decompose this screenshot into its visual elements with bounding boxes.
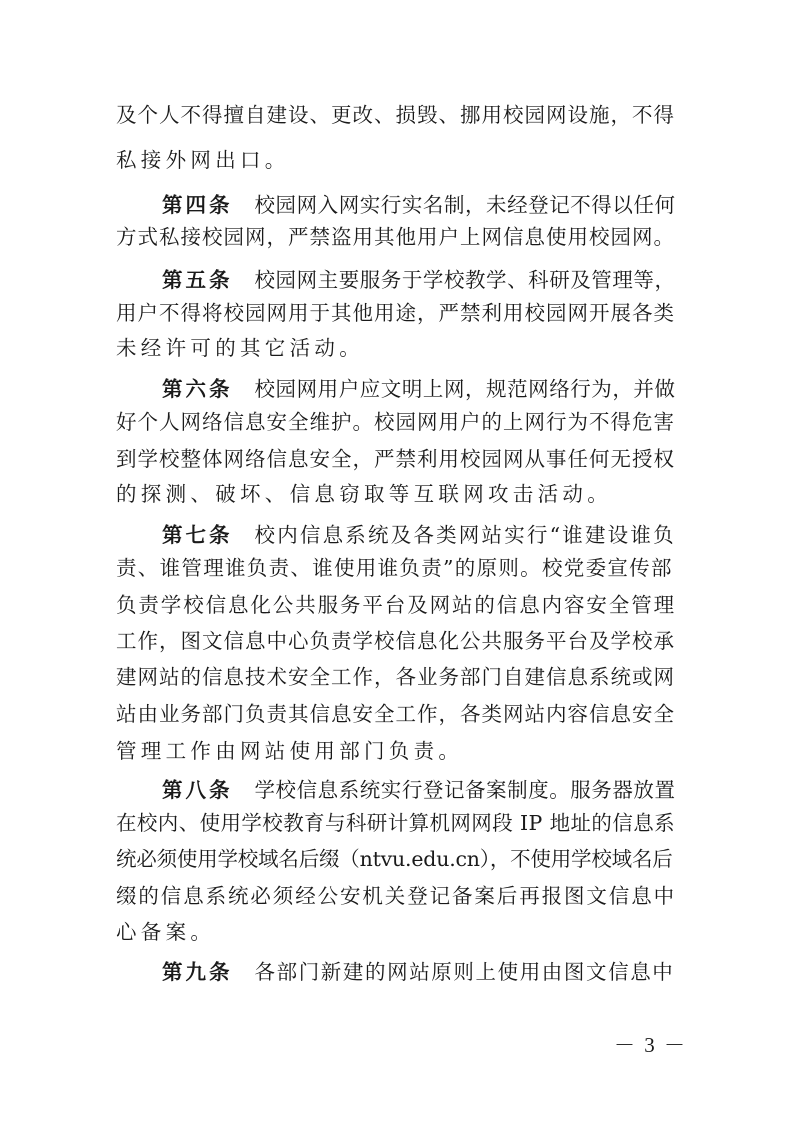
line-text: 建网站的信息技术安全工作，各业务部门自建信息系统或网 bbox=[116, 665, 675, 689]
article-label: 第七条 bbox=[162, 523, 233, 547]
line-text: 用户不得将校园网用于其他用途，严禁利用校园网开展各类 bbox=[116, 301, 675, 325]
text-line bbox=[116, 879, 676, 913]
line-text: 的探测、破坏、信息窃取等互联网攻击活动。 bbox=[116, 482, 612, 506]
line-text: 校园网入网实行实名制，未经登记不得以任何 bbox=[254, 193, 676, 217]
text-line bbox=[116, 915, 215, 949]
line-text: 各部门新建的网站原则上使用由图文信息中 bbox=[254, 960, 675, 984]
article-7-first-line bbox=[162, 518, 676, 552]
article-5-first-line bbox=[162, 263, 676, 297]
text-line bbox=[116, 806, 675, 840]
line-text: 站由业务部门负责其信息安全工作，各类网站内容信息安全 bbox=[116, 702, 675, 726]
line-text: 未经许可的其它活动。 bbox=[116, 336, 364, 360]
text-line bbox=[116, 842, 673, 876]
line-text: 到学校整体网络信息安全，严禁利用校园网从事任何无授权 bbox=[116, 447, 675, 471]
line-text: 工作，图文信息中心负责学校信息化公共服务平台及学校承 bbox=[116, 629, 675, 653]
article-label: 第四条 bbox=[162, 193, 233, 217]
line-text: 缀的信息系统必须经公安机关登记备案后再报图文信息中 bbox=[116, 884, 676, 908]
line-text: 责、谁管理谁负责、谁使用谁负责”的原则。校党委宣传部 bbox=[116, 556, 673, 580]
article-label: 第五条 bbox=[162, 268, 233, 292]
text-line bbox=[116, 296, 675, 330]
line-text: 负责学校信息化公共服务平台及网站的信息内容安全管理 bbox=[116, 593, 676, 617]
text-line bbox=[116, 442, 675, 476]
line-text: 方式私接校园网，严禁盗用其他用户上网信息使用校园网。 bbox=[116, 225, 675, 249]
line-text: 统必须使用学校域名后缀（ntvu.edu.cn），不使用学校域名后 bbox=[116, 847, 673, 871]
article-label: 第八条 bbox=[162, 778, 233, 802]
page-number: － 3 － bbox=[614, 1033, 687, 1057]
article-9-first-line bbox=[162, 955, 674, 989]
line-text: 私接外网出口。 bbox=[116, 148, 290, 172]
line-text: 学校信息系统实行登记备案制度。服务器放置 bbox=[254, 778, 676, 802]
article-6-first-line bbox=[162, 372, 676, 406]
text-line bbox=[116, 551, 673, 585]
text-line bbox=[116, 697, 675, 731]
line-text: 好个人网络信息安全维护。校园网用户的上网行为不得危害 bbox=[116, 410, 675, 434]
text-line bbox=[116, 624, 675, 658]
line-text: 校园网用户应文明上网，规范网络行为，并做 bbox=[254, 377, 676, 401]
line-text: 校园网主要服务于学校教学、科研及管理等， bbox=[254, 268, 676, 292]
text-line bbox=[116, 405, 675, 439]
article-8-first-line bbox=[162, 773, 676, 807]
article-label: 第九条 bbox=[162, 960, 233, 984]
line-text: 校内信息系统及各类网站实行“谁建设谁负 bbox=[254, 523, 676, 547]
text-line bbox=[116, 477, 612, 511]
line-text: 在校内、使用学校教育与科研计算机网网段 IP 地址的信息系 bbox=[116, 811, 676, 835]
article-label: 第六条 bbox=[162, 377, 233, 401]
text-line bbox=[116, 588, 676, 622]
line-text: 及个人不得擅自建设、更改、损毁、挪用校园网设施，不得 bbox=[116, 103, 675, 127]
article-4-first-line bbox=[162, 188, 676, 222]
text-line bbox=[116, 331, 364, 365]
text-line bbox=[116, 220, 675, 254]
text-line bbox=[116, 98, 675, 132]
text-line bbox=[116, 734, 463, 768]
line-text: 管理工作由网站使用部门负责。 bbox=[116, 739, 464, 763]
text-line bbox=[116, 143, 290, 177]
line-text: 心备案。 bbox=[116, 920, 216, 944]
text-line bbox=[116, 660, 675, 694]
